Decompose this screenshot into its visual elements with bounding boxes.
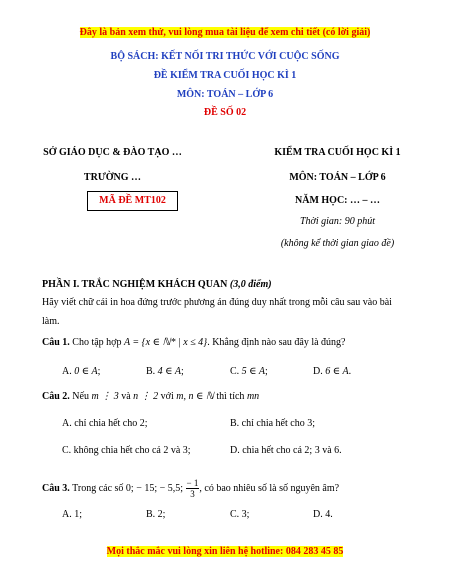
- exam-code-box: MÃ ĐỀ MT102: [87, 191, 178, 211]
- bottom-banner-text: Mọi thắc mắc vui lòng xin liên hệ hotline: 084 283 45 85: [106, 546, 344, 557]
- question-3-option-a[interactable]: A. 1;: [62, 509, 82, 520]
- question-1-option-b[interactable]: [146, 366, 184, 377]
- question-1-option-d[interactable]: [313, 366, 351, 377]
- exam-title: ĐỀ KIỂM TRA CUỐI HỌC KÌ 1: [153, 70, 297, 81]
- question-3-stem-pre: Trong các số: [72, 483, 124, 494]
- question-1-label: Câu 1.: [42, 337, 70, 348]
- question-1-stem-post: . Khẳng định nào sau đây là đúng?: [207, 337, 346, 348]
- question-2-label: Câu 2.: [42, 391, 70, 402]
- option-tail: ;: [181, 366, 184, 377]
- section-instruction-cont: làm.: [42, 316, 60, 327]
- option-tail: và 3;: [170, 445, 191, 456]
- question-2-expr: m ⋮ 3: [91, 391, 119, 402]
- exam-duration: Thời gian: 90 phút: [299, 216, 376, 227]
- option-tail: .: [348, 366, 352, 377]
- question-2-option-b[interactable]: [230, 418, 315, 429]
- option-letter: C.: [230, 366, 240, 377]
- question-2-stem: [42, 391, 259, 402]
- question-3-fraction: [186, 478, 200, 499]
- exam-type: KIỂM TRA CUỐI HỌC KÌ 1: [274, 147, 401, 158]
- option-tail: ;: [97, 366, 101, 377]
- question-2-text: thì tích: [216, 391, 245, 402]
- duration-note: (không kể thời gian giao đề): [280, 238, 395, 249]
- book-series-title: BỘ SÁCH: KẾT NỐI TRI THỨC VỚI CUỘC SỐNG: [110, 51, 340, 62]
- question-2-text: và: [121, 391, 131, 402]
- exam-subject: MÔN: TOÁN – LỚP 6: [289, 172, 386, 183]
- option-expr: 5 ∈ A: [241, 366, 266, 377]
- option-number: 2: [163, 445, 169, 456]
- question-1-option-a[interactable]: [62, 366, 100, 377]
- option-expr: 6 ∈ A: [325, 366, 349, 377]
- fraction-numerator: − 1: [186, 478, 199, 489]
- question-1-set: A = {x ∈ ℕ* | x ≤ 4}: [123, 337, 208, 348]
- top-banner-text: Đây là bản xem thử, vui lòng mua tài liệu để xem chi tiết (có lời giải): [79, 27, 371, 38]
- option-text: B. chỉ chia hết cho: [230, 418, 305, 429]
- option-number: 2; 3: [304, 445, 320, 456]
- subject-title: MÔN: TOÁN – LỚP 6: [176, 89, 274, 100]
- school-name: TRƯỜNG …: [83, 172, 142, 183]
- question-2-expr: mn: [246, 391, 260, 402]
- fraction-denominator: 3: [190, 489, 195, 500]
- option-tail: và 6.: [322, 445, 342, 456]
- option-letter: A.: [62, 366, 72, 377]
- question-1-stem-pre: Cho tập hợp: [72, 337, 122, 348]
- question-3-numbers: 0; − 15; − 5,5;: [125, 483, 184, 494]
- question-2-text: với: [160, 391, 174, 402]
- option-number: 3: [307, 418, 313, 429]
- question-2-expr: n ⋮ 2: [133, 391, 159, 402]
- option-text: D. chia hết cho cả: [230, 445, 302, 456]
- option-letter: D.: [313, 366, 323, 377]
- section-points: (3,0 điểm): [229, 279, 272, 290]
- question-3-label: Câu 3.: [42, 483, 70, 494]
- department-name: SỞ GIÁO DỤC & ĐÀO TẠO …: [43, 147, 182, 158]
- question-3-stem: [42, 477, 339, 501]
- bottom-banner: [0, 546, 450, 557]
- question-1-stem: [42, 337, 346, 348]
- section-title: [42, 279, 272, 290]
- question-2-text: Nếu: [72, 391, 89, 402]
- question-3-option-d[interactable]: D. 4.: [313, 509, 333, 520]
- exam-number: ĐỀ SỐ 02: [203, 107, 247, 118]
- top-banner: [0, 27, 450, 38]
- question-3-option-b[interactable]: B. 2;: [146, 509, 166, 520]
- section-instruction: Hãy viết chữ cái in hoa đứng trước phương án đúng duy nhất trong mỗi câu sau vào bài: [42, 297, 392, 308]
- question-2-option-c[interactable]: [62, 445, 191, 456]
- option-expr: 0 ∈ A: [74, 366, 98, 377]
- question-2-option-d[interactable]: [230, 445, 342, 456]
- question-3-option-c[interactable]: C. 3;: [230, 509, 250, 520]
- option-letter: B.: [146, 366, 156, 377]
- option-tail: ;: [265, 366, 268, 377]
- option-expr: 4 ∈ A: [157, 366, 182, 377]
- question-2-expr: m, n ∈ ℕ: [176, 391, 214, 402]
- question-3-stem-post: , có bao nhiêu số là số nguyên âm?: [199, 483, 340, 494]
- section-title-text: PHẦN I. TRẮC NGHIỆM KHÁCH QUAN: [42, 279, 228, 290]
- question-2-option-a[interactable]: A. chỉ chia hết cho 2;: [62, 418, 148, 429]
- school-year: NĂM HỌC: … – …: [295, 195, 380, 206]
- option-tail: ;: [312, 418, 315, 429]
- option-text: C. không chia hết cho cả: [62, 445, 161, 456]
- question-1-option-c[interactable]: [230, 366, 268, 377]
